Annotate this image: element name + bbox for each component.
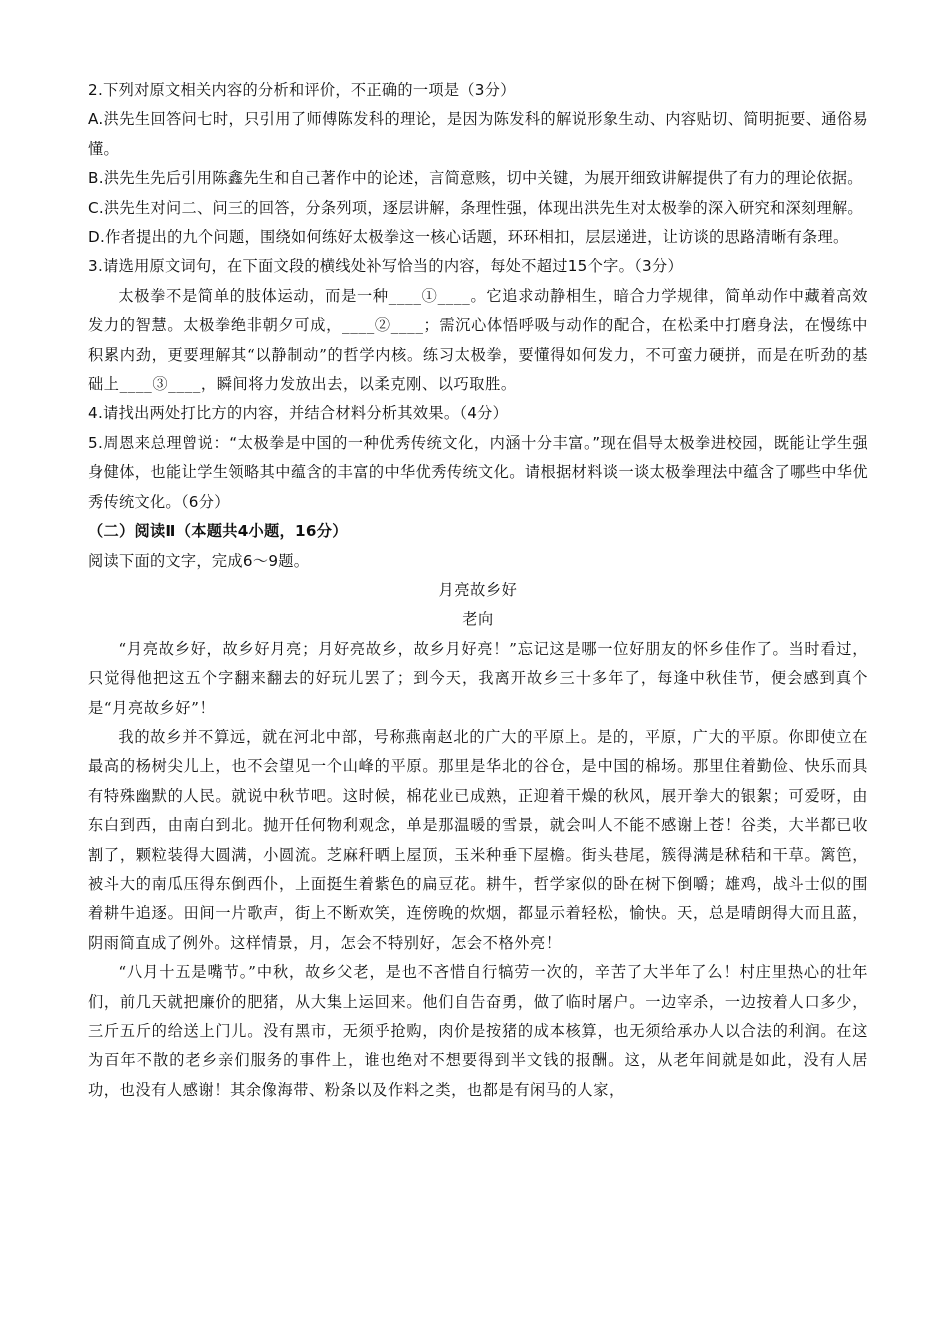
q3-stem: 3.请选用原文词句，在下面文段的横线处补写恰当的内容，每处不超过15个字。（3分） bbox=[88, 257, 683, 276]
q2-option-b: B.洪先生先后引用陈鑫先生和自己著作中的论述，言简意赅，切中关键，为展开细致讲解提供了有力的理论依据。 bbox=[88, 169, 863, 188]
q2-option-c: C.洪先生对问二、问三的回答，分条列项，逐层讲解，条理性强，体现出洪先生对太极拳的深入研究和深刻理解。 bbox=[88, 198, 863, 217]
q2-option-a: A.洪先生回答问七时，只引用了师傅陈发科的理论，是因为陈发科的解说形象生动、内容贴切、简明扼要、通俗易懂。 bbox=[88, 110, 868, 158]
q4-stem: 4.请找出两处打比方的内容，并结合材料分析其效果。（4分） bbox=[88, 404, 509, 423]
reading-instruction: 阅读下面的文字，完成6～9题。 bbox=[88, 551, 310, 570]
q2-option-d: D.作者提出的九个问题，围绕如何练好太极拳这一核心话题，环环相扣，层层递进，让访谈的思路清晰有条理。 bbox=[88, 228, 849, 247]
article-paragraph: 我的故乡并不算远，就在河北中部，号称燕南赵北的广大的平原上。是的，平原，广大的平原。你即使立在最高的杨树尖儿上，也不会望见一个山峰的平原。那里是华北的谷仓，是中国的棉场。那里住着勤俭、快乐而具有特殊幽默的人民。就说中秋节吧。这时候，棉花业已成熟，正迎着干燥的秋风，展开拳大的银絮；可爱呀，由东白到西，由南白到北。抛开任何物利观念，单是那温暖的雪景，就会叫人不能不感谢上苍！谷类，大半都已收割了，颗粒装得大圆满，小圆流。芝麻秆晒上屋顶，玉米种垂下屋檐。街头巷尾，簇得满是秫秸和干草。篱笆，被斗大的南瓜压得东倒西仆，上面挺生着紫色的扁豆花。耕牛，哲学家似的卧在树下倒嚼；雄鸡，战斗士似的围着耕牛追逐。田间一片歌声，街上不断欢笑，连傍晚的炊烟，都显示着轻松，愉快。天，总是晴朗得大而且蓝，阴雨简直成了例外。这样情景，月，怎会不特别好，怎会不格外亮！ bbox=[88, 727, 868, 952]
q5-stem: 5.周恩来总理曾说：“太极拳是中国的一种优秀传统文化，内涵十分丰富。”现在倡导太极拳进校园，既能让学生强身健体，也能让学生领略其中蕴含的丰富的中华优秀传统文化。请根据材料谈一谈太极拳理法中蕴含了哪些中华优秀传统文化。（6分） bbox=[88, 433, 868, 511]
q2-stem: 2.下列对原文相关内容的分析和评价，不正确的一项是（3分） bbox=[88, 81, 516, 99]
article-author: 老向 bbox=[462, 610, 494, 629]
article-paragraph: “月亮故乡好，故乡好月亮；月好亮故乡，故乡月好亮！”忘记这是哪一位好朋友的怀乡佳作了。当时看过，只觉得他把这五个字翻来翻去的好玩儿罢了；到今天，我离开故乡三十多年了，每逢中秋佳节，便会感到真个是“月亮故乡好”！ bbox=[88, 639, 868, 717]
article-paragraph: “八月十五是嘴节。”中秋，故乡父老，是也不吝惜自行犒劳一次的，辛苦了大半年了么！村庄里热心的壮年们，前几天就把廉价的肥猪，从大集上运回来。他们自告奋勇，做了临时屠户。一边宰杀，一边按着人口多少，三斤五斤的给送上门儿。没有黑市，无须乎抢购，肉价是按猪的成本核算，也无须给承办人以合法的利润。在这为百年不散的老乡亲们服务的事件上，谁也绝对不想要得到半文钱的报酬。这，从老年间就是如此，没有人居功，也没有人感谢！其余像海带、粉条以及作料之类，也都是有闲马的人家， bbox=[88, 963, 868, 1099]
q3-passage: 太极拳不是简单的肢体运动，而是一种____①____。它追求动静相生，暗合力学规律，简单动作中藏着高效发力的智慧。太极拳绝非朝夕可成，____②____；需沉心体悟呼吸与动作的配合，在松柔中打磨身法，在慢练中积累内劲，更要理解其“以静制动”的哲学内核。练习太极拳，要懂得如何发力，不可蛮力硬拼，而是在听劲的基础上____③____，瞬间将力发放出去，以柔克刚、以巧取胜。 bbox=[88, 286, 868, 394]
section-heading: （二）阅读Ⅱ（本题共4小题，16分） bbox=[88, 522, 348, 541]
article-title: 月亮故乡好 bbox=[438, 580, 518, 599]
exam-page bbox=[88, 76, 868, 1105]
